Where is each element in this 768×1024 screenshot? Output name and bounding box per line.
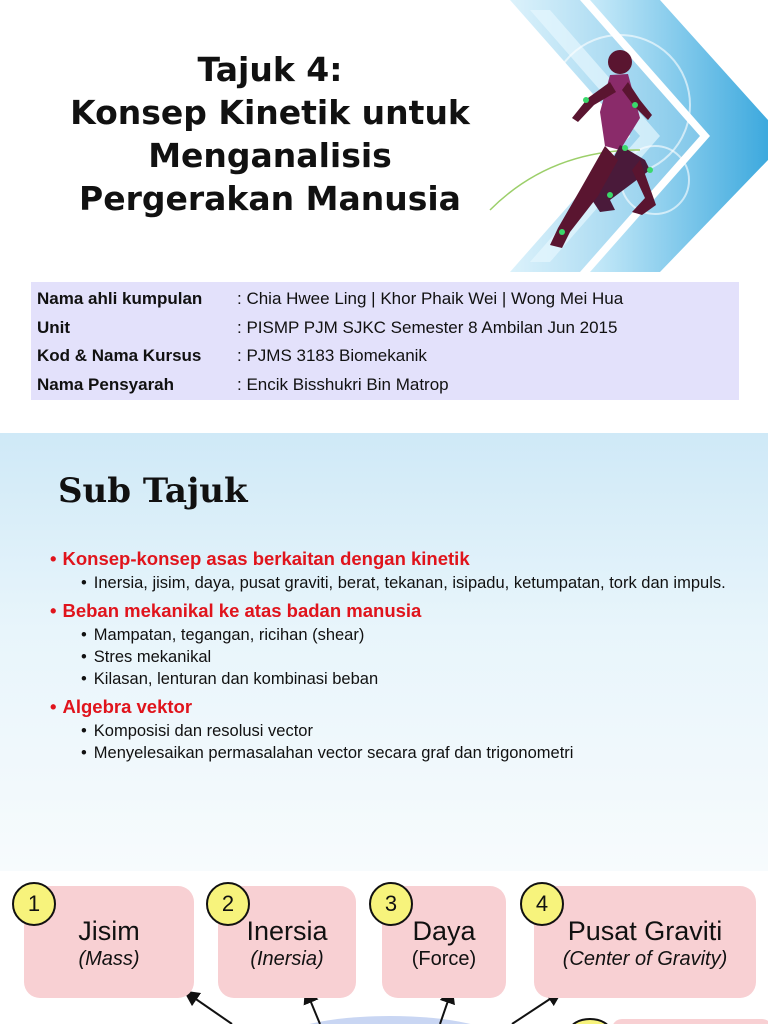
title-line: Tajuk 4: (197, 50, 343, 89)
title-line: Pergerakan Manusia (79, 179, 461, 218)
card-subtitle: (Mass) (78, 948, 140, 970)
arrow (308, 995, 320, 1024)
arrow (190, 995, 232, 1024)
section-heading: • Beban mekanikal ke atas badan manusia (50, 599, 750, 623)
number-badge: 1 (12, 882, 56, 926)
concept-slide (0, 871, 768, 1024)
info-row (37, 371, 733, 400)
concept-card (534, 886, 756, 998)
card-title: Jisim (78, 916, 140, 946)
number-badge: 3 (369, 882, 413, 926)
card-subtitle: (Center of Gravity) (562, 948, 728, 970)
card-subtitle: (Force) (411, 948, 477, 970)
info-row (37, 342, 733, 371)
info-value: : PJMS 3183 Biomekanik (237, 346, 427, 366)
card-title: Pusat Graviti (567, 916, 723, 946)
card-title: Inersia (246, 916, 328, 946)
list-item: • Komposisi dan resolusi vector (66, 721, 750, 741)
title-line: Menganalisis (148, 136, 392, 175)
number-badge: 4 (520, 882, 564, 926)
slide-title (20, 48, 520, 220)
title-slide (0, 0, 768, 433)
list-item: • Inersia, jisim, daya, pusat graviti, berat, tekanan, isipadu, ketumpatan, tork dan impuls. (66, 573, 750, 593)
section-heading: • Konsep-konsep asas berkaitan dengan kinetik (50, 547, 750, 571)
info-label: Nama Pensyarah (37, 374, 175, 394)
subtopic-slide (0, 433, 768, 871)
info-panel (31, 282, 739, 400)
section-heading: • Algebra vektor (50, 695, 750, 719)
list-item: • Kilasan, lenturan dan kombinasi beban (66, 669, 750, 689)
info-value: : PISMP PJM SJKC Semester 8 Ambilan Jun 2015 (237, 317, 618, 337)
card-partial (612, 1019, 768, 1024)
info-label: Kod & Nama Kursus (37, 346, 202, 366)
center-shape (280, 1016, 500, 1024)
runner-icon (470, 0, 768, 272)
title-line: Konsep Kinetik untuk (70, 93, 470, 132)
info-label: Nama ahli kumpulan (37, 289, 203, 309)
list-item: • Mampatan, tegangan, ricihan (shear) (66, 625, 750, 645)
info-value: : Encik Bisshukri Bin Matrop (237, 374, 449, 394)
list-item: • Menyelesaikan permasalahan vector secara graf dan trigonometri (66, 743, 750, 763)
list-item: • Stres mekanikal (66, 647, 750, 667)
card-subtitle: (Inersia) (250, 948, 324, 970)
bullet-list (50, 541, 750, 763)
arrow (512, 995, 556, 1024)
number-badge: 2 (206, 882, 250, 926)
slide-title: Sub Tajuk (58, 471, 248, 511)
info-label: Unit (37, 317, 71, 337)
info-row (37, 314, 733, 343)
info-row (37, 285, 733, 314)
card-title: Daya (412, 916, 476, 946)
badge-partial (570, 1019, 610, 1024)
info-value: : Chia Hwee Ling | Khor Phaik Wei | Wong Mei Hua (237, 289, 624, 309)
